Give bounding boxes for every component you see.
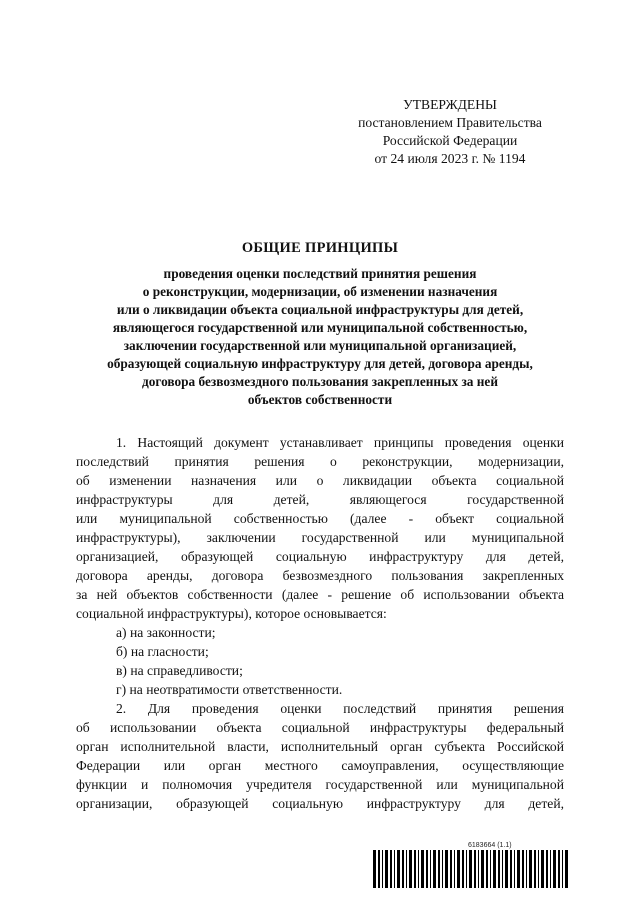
text-line: организацией, образующей социальную инфраструктуру для детей, bbox=[76, 549, 564, 564]
subtitle-line: проведения оценки последствий принятия решения bbox=[163, 266, 477, 281]
approval-heading: УТВЕРЖДЕНЫ bbox=[403, 97, 497, 112]
approval-line: Российской Федерации bbox=[382, 133, 518, 148]
text-line: орган исполнительной власти, исполнительный орган субъекта Российской bbox=[76, 739, 564, 754]
text-line: функции и полномочия учредителя государственной или муниципальной bbox=[76, 777, 564, 792]
subtitle-line: образующей социальную инфраструктуру для детей, договора аренды, bbox=[107, 356, 533, 371]
approval-line: постановлением Правительства bbox=[358, 115, 542, 130]
subtitle-line: договора безвозмездного пользования закрепленных за ней bbox=[142, 374, 498, 389]
text-line: Федерации или орган местного самоуправления, осуществляющие bbox=[76, 758, 564, 773]
document-body bbox=[76, 433, 564, 813]
subtitle-line: объектов собственности bbox=[247, 392, 393, 407]
text-line: социальной инфраструктуры), которое основывается: bbox=[76, 606, 387, 621]
text-line: об изменении назначения или о ликвидации объекта социальной bbox=[76, 473, 564, 488]
document-code: 6183664 (1.1) bbox=[468, 842, 512, 849]
list-item: г) на неотвратимости ответственности. bbox=[116, 682, 343, 697]
text-line: последствий принятия решения о реконструкции, модернизации, bbox=[76, 454, 564, 469]
text-line: 2. Для проведения оценки последствий принятия решения bbox=[116, 701, 564, 716]
subtitle-line: заключении государственной или муниципальной организацией, bbox=[123, 338, 517, 353]
list-item: б) на гласности; bbox=[116, 644, 209, 659]
document-subtitle bbox=[60, 265, 580, 409]
principles-list bbox=[76, 623, 564, 699]
text-line: инфраструктуры для детей, являющегося государственной bbox=[76, 492, 564, 507]
text-line: за ней объектов собственности (далее - решение об использовании объекта bbox=[76, 587, 564, 602]
document-title: ОБЩИЕ ПРИНЦИПЫ bbox=[241, 240, 399, 256]
text-line: об использовании объекта социальной инфраструктуры федеральный bbox=[76, 720, 564, 735]
subtitle-line: являющегося государственной или муниципальной собственностью, bbox=[112, 320, 528, 335]
text-line: 1. Настоящий документ устанавливает принципы проведения оценки bbox=[116, 435, 564, 450]
paragraph-2 bbox=[76, 699, 564, 813]
subtitle-line: или о ликвидации объекта социальной инфраструктуры для детей, bbox=[116, 302, 524, 317]
text-line: или муниципальной собственностью (далее - объект социальной bbox=[76, 511, 564, 526]
text-line: инфраструктуры), заключении государственной или муниципальной bbox=[76, 530, 564, 545]
approval-stamp bbox=[330, 96, 570, 168]
paragraph-1 bbox=[76, 433, 564, 623]
list-item: а) на законности; bbox=[116, 625, 216, 640]
subtitle-line: о реконструкции, модернизации, об изменении назначения bbox=[142, 284, 498, 299]
text-line: договора аренды, договора безвозмездного пользования закрепленных bbox=[76, 568, 564, 583]
text-line: организации, образующей социальную инфраструктуру для детей, bbox=[76, 796, 564, 811]
approval-date-number: от 24 июля 2023 г. № 1194 bbox=[374, 151, 526, 166]
barcode bbox=[373, 850, 568, 888]
list-item: в) на справедливости; bbox=[116, 663, 243, 678]
